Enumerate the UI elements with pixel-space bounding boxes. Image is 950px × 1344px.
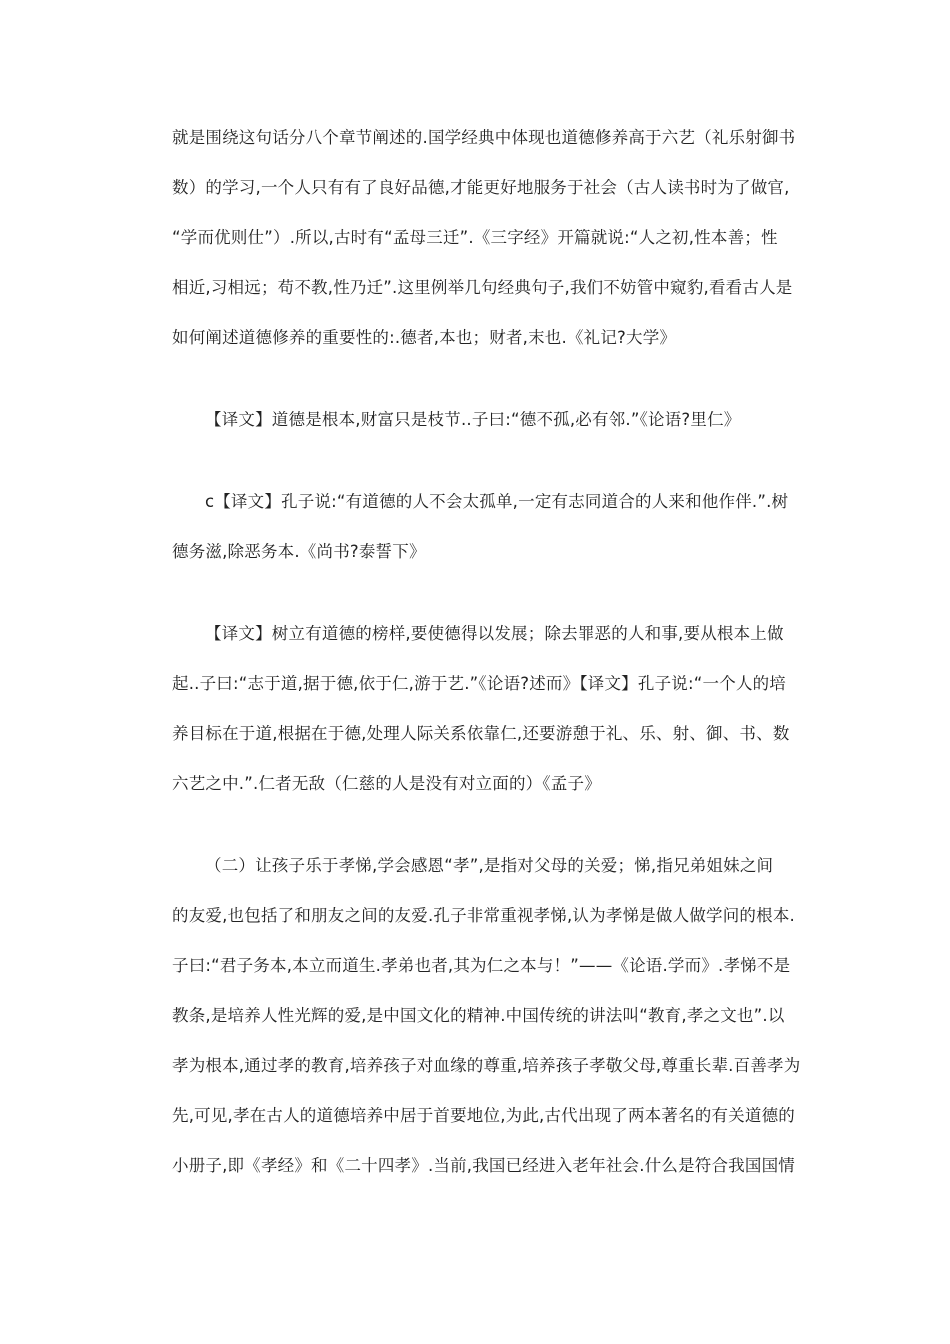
text-line: c【译文】孔子说:“有道德的人不会太孤单,一定有志同道合的人来和他作伴.”.树 [205, 492, 789, 511]
text-line: （二）让孩子乐于孝悌,学会感恩“孝”,是指对父母的关爱；悌,指兄弟姐妹之间 [205, 856, 774, 875]
text-line: 六艺之中.”.仁者无敌（仁慈的人是没有对立面的）《孟子》 [172, 774, 601, 793]
text-line: 德务滋,除恶务本.《尚书?泰誓下》 [172, 542, 426, 561]
text-line: 相近,习相远；苟不教,性乃迁”.这里例举几句经典句子,我们不妨管中窥豹,看看古人是 [172, 278, 793, 297]
text-line: 数）的学习,一个人只有有了良好品德,才能更好地服务于社会（古人读书时为了做官, [172, 178, 790, 197]
text-line: 就是围绕这句话分八个章节阐述的.国学经典中体现也道德修养高于六艺（礼乐射御书 [172, 128, 796, 147]
text-line: 孝为根本,通过孝的教育,培养孩子对血缘的尊重,培养孩子孝敬父母,尊重长辈.百善孝为 [172, 1056, 801, 1075]
text-line: 子曰:“君子务本,本立而道生.孝弟也者,其为仁之本与！”——《论语.学而》.孝悌不是 [172, 956, 791, 975]
text-line: 如何阐述道德修养的重要性的:.德者,本也；财者,末也.《礼记?大学》 [172, 328, 677, 347]
text-line: 的友爱,也包括了和朋友之间的友爱.孔子非常重视孝悌,认为孝悌是做人做学问的根本. [172, 906, 795, 925]
text-line: 起..子曰:“志于道,据于德,依于仁,游于艺.”《论语?述而》【译文】孔子说:“一个人的培 [172, 674, 786, 693]
text-line: 小册子,即《孝经》和《二十四孝》.当前,我国已经进入老年社会.什么是符合我国国情 [172, 1156, 795, 1175]
text-line: 【译文】道德是根本,财富只是枝节..子曰:“德不孤,必有邻.”《论语?里仁》 [205, 410, 741, 429]
text-line: 养目标在于道,根据在于德,处理人际关系依靠仁,还要游憩于礼、乐、射、御、书、数 [172, 724, 790, 743]
text-line: “学而优则仕”）.所以,古时有“孟母三迁”.《三字经》开篇就说:“人之初,性本善；性 [172, 228, 778, 247]
text-line: 教条,是培养人性光辉的爱,是中国文化的精神.中国传统的讲法叫“教育,孝之文也”.以 [172, 1006, 785, 1025]
text-line: 先,可见,孝在古人的道德培养中居于首要地位,为此,古代出现了两本著名的有关道德的 [172, 1106, 795, 1125]
text-line: 【译文】树立有道德的榜样,要使德得以发展；除去罪恶的人和事,要从根本上做 [205, 624, 784, 643]
